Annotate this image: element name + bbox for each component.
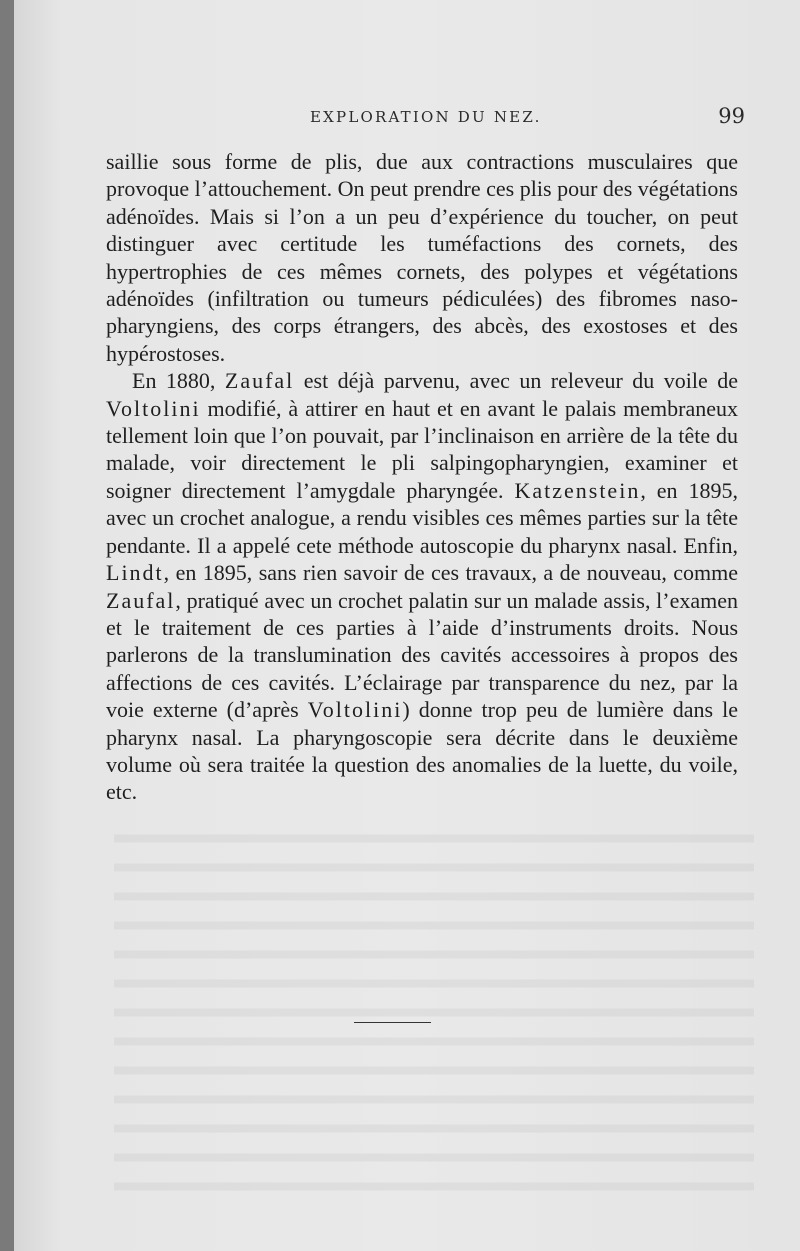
show-through-text xyxy=(114,820,754,1200)
text-run: est déjà parvenu, avec un releveur du voile de xyxy=(294,368,738,394)
section-rule xyxy=(354,1022,431,1023)
author-name: Zaufal xyxy=(106,587,176,613)
text-run: , en 1895, avec un crochet analogue, a rendu visibles ces mêmes parties sur la tête pendante. Il a appelé cete méthode autoscopie du pharynx nasal. Enfin, xyxy=(106,477,738,558)
text-run: , en 1895, sans rien savoir de ces travaux, a de nouveau, comme xyxy=(163,560,738,586)
running-title: EXPLORATION DU NEZ. xyxy=(310,108,542,126)
body-text xyxy=(106,148,738,806)
text-run: ) donne trop peu de lumière dans le pharynx nasal. La pharyngoscopie sera décrite dans le deuxième volume où sera traitée la question des anomalies de la luette, du voile, etc. xyxy=(106,697,738,805)
page-number: 99 xyxy=(718,104,745,128)
author-name: Voltolini xyxy=(106,395,201,421)
author-name: Lindt xyxy=(106,560,164,586)
paragraph-1: saillie sous forme de plis, due aux contractions musculaires que provoque l’attouchement. On peut prendre ces plis pour des végétations adénoïdes. Mais si l’on a un peu d’expérience du toucher, on peut distinguer avec certitude les tuméfactions des cornets, des hypertrophies de ces mêmes cornets, des polypes et végétations adénoïdes (infiltration ou tumeurs pédiculées) des fibromes naso-pharyngiens, des corps étrangers, des abcès, des exostoses et des hypérostoses. xyxy=(106,149,738,366)
paragraph-2 xyxy=(106,367,738,806)
author-name: Voltolini xyxy=(307,697,403,723)
text-run: modifié, à attirer en haut et en avant le palais membraneux tellement loin que l’on pouvait, par l’inclinaison en arrière de la tête du malade, voir directement le pli salpingopharyngien, examiner et soigner directement l’amygdale pharyngée. xyxy=(106,395,738,503)
book-page xyxy=(14,0,800,1251)
author-name: Zaufal xyxy=(224,368,295,394)
text-run: , pratiqué avec un crochet palatin sur un malade assis, l’examen et le traitement de ces parties à l’aide d’instruments droits. Nous parlerons de la translumination des cavités accessoires à propos des affections de ces cavités. L’éclairage par transparence du nez, par la voie externe (d’après xyxy=(106,587,738,723)
author-name: Katzenstein xyxy=(514,477,641,503)
text-run: En 1880, xyxy=(132,368,225,394)
